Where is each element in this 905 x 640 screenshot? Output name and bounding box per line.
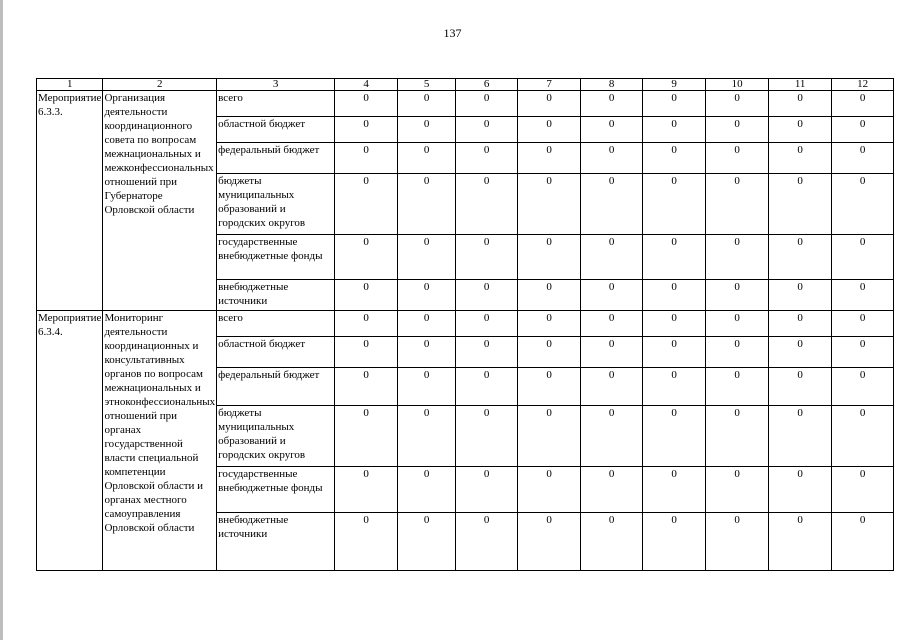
amount-cell: 0 bbox=[398, 91, 456, 117]
amount-cell: 0 bbox=[335, 143, 398, 174]
amount-cell: 0 bbox=[706, 368, 769, 406]
amount-cell: 0 bbox=[398, 117, 456, 143]
funding-source: государственные внебюджетные фонды bbox=[217, 467, 335, 513]
table-row bbox=[37, 311, 894, 337]
amount-cell: 0 bbox=[518, 311, 581, 337]
amount-cell: 0 bbox=[706, 513, 769, 571]
amount-cell: 0 bbox=[398, 311, 456, 337]
amount-cell: 0 bbox=[643, 368, 706, 406]
amount-cell: 0 bbox=[643, 513, 706, 571]
amount-cell: 0 bbox=[769, 311, 832, 337]
amount-cell: 0 bbox=[832, 117, 894, 143]
funding-source: внебюджетные источники bbox=[217, 513, 335, 571]
amount-cell: 0 bbox=[518, 368, 581, 406]
amount-cell: 0 bbox=[335, 368, 398, 406]
amount-cell: 0 bbox=[769, 368, 832, 406]
amount-cell: 0 bbox=[518, 91, 581, 117]
amount-cell: 0 bbox=[581, 280, 643, 311]
amount-cell: 0 bbox=[398, 174, 456, 235]
amount-cell: 0 bbox=[456, 337, 518, 368]
amount-cell: 0 bbox=[581, 143, 643, 174]
amount-cell: 0 bbox=[335, 311, 398, 337]
amount-cell: 0 bbox=[832, 174, 894, 235]
amount-cell: 0 bbox=[456, 91, 518, 117]
measure-title: Организация деятельности координационного совета по вопросам межнациональных и межконфессиональных отношений при Губернаторе Орловской области bbox=[103, 91, 217, 311]
amount-cell: 0 bbox=[643, 337, 706, 368]
amount-cell: 0 bbox=[518, 117, 581, 143]
amount-cell: 0 bbox=[581, 117, 643, 143]
amount-cell: 0 bbox=[832, 337, 894, 368]
amount-cell: 0 bbox=[335, 174, 398, 235]
funding-source: федеральный бюджет bbox=[217, 143, 335, 174]
funding-source: бюджеты муниципальных образований и городских округов bbox=[217, 174, 335, 235]
amount-cell: 0 bbox=[769, 513, 832, 571]
measure-title: Мониторинг деятельности координационных и консультативных органов по вопросам межнациональных и этноконфессиональных отношений при органах государственной власти специальной компетенции Орловской области и органах местного самоуправления Орловской области bbox=[103, 311, 217, 571]
funding-source: областной бюджет bbox=[217, 117, 335, 143]
amount-cell: 0 bbox=[581, 311, 643, 337]
column-header: 5 bbox=[398, 79, 456, 91]
column-header: 3 bbox=[217, 79, 335, 91]
column-header-row bbox=[37, 79, 894, 91]
amount-cell: 0 bbox=[335, 235, 398, 280]
amount-cell: 0 bbox=[706, 280, 769, 311]
amount-cell: 0 bbox=[832, 467, 894, 513]
amount-cell: 0 bbox=[706, 311, 769, 337]
amount-cell: 0 bbox=[456, 467, 518, 513]
amount-cell: 0 bbox=[769, 91, 832, 117]
amount-cell: 0 bbox=[832, 406, 894, 467]
amount-cell: 0 bbox=[518, 235, 581, 280]
amount-cell: 0 bbox=[769, 174, 832, 235]
amount-cell: 0 bbox=[643, 311, 706, 337]
measure-code: Мероприятие 6.3.3. bbox=[37, 91, 103, 311]
amount-cell: 0 bbox=[335, 406, 398, 467]
amount-cell: 0 bbox=[456, 143, 518, 174]
column-header: 8 bbox=[581, 79, 643, 91]
amount-cell: 0 bbox=[581, 368, 643, 406]
column-header: 10 bbox=[706, 79, 769, 91]
column-header: 12 bbox=[832, 79, 894, 91]
amount-cell: 0 bbox=[398, 513, 456, 571]
table-body bbox=[37, 79, 894, 571]
column-header: 6 bbox=[456, 79, 518, 91]
funding-source: внебюджетные источники bbox=[217, 280, 335, 311]
amount-cell: 0 bbox=[335, 91, 398, 117]
amount-cell: 0 bbox=[769, 406, 832, 467]
amount-cell: 0 bbox=[581, 91, 643, 117]
amount-cell: 0 bbox=[456, 280, 518, 311]
amount-cell: 0 bbox=[456, 174, 518, 235]
amount-cell: 0 bbox=[706, 174, 769, 235]
amount-cell: 0 bbox=[769, 337, 832, 368]
funding-source: бюджеты муниципальных образований и городских округов bbox=[217, 406, 335, 467]
funding-source: государственные внебюджетные фонды bbox=[217, 235, 335, 280]
amount-cell: 0 bbox=[518, 467, 581, 513]
amount-cell: 0 bbox=[518, 406, 581, 467]
amount-cell: 0 bbox=[769, 143, 832, 174]
amount-cell: 0 bbox=[518, 280, 581, 311]
column-header: 11 bbox=[769, 79, 832, 91]
amount-cell: 0 bbox=[456, 513, 518, 571]
amount-cell: 0 bbox=[335, 513, 398, 571]
amount-cell: 0 bbox=[643, 467, 706, 513]
page-left-edge bbox=[0, 0, 3, 640]
amount-cell: 0 bbox=[832, 513, 894, 571]
amount-cell: 0 bbox=[456, 406, 518, 467]
amount-cell: 0 bbox=[769, 235, 832, 280]
column-header: 9 bbox=[643, 79, 706, 91]
amount-cell: 0 bbox=[581, 174, 643, 235]
amount-cell: 0 bbox=[518, 174, 581, 235]
amount-cell: 0 bbox=[643, 235, 706, 280]
amount-cell: 0 bbox=[335, 337, 398, 368]
amount-cell: 0 bbox=[398, 280, 456, 311]
amount-cell: 0 bbox=[398, 143, 456, 174]
amount-cell: 0 bbox=[832, 91, 894, 117]
funding-source: всего bbox=[217, 311, 335, 337]
amount-cell: 0 bbox=[706, 406, 769, 467]
table-row bbox=[37, 91, 894, 117]
funding-source: всего bbox=[217, 91, 335, 117]
amount-cell: 0 bbox=[456, 311, 518, 337]
amount-cell: 0 bbox=[643, 174, 706, 235]
amount-cell: 0 bbox=[398, 406, 456, 467]
column-header: 7 bbox=[518, 79, 581, 91]
amount-cell: 0 bbox=[832, 280, 894, 311]
amount-cell: 0 bbox=[643, 143, 706, 174]
amount-cell: 0 bbox=[706, 337, 769, 368]
amount-cell: 0 bbox=[832, 311, 894, 337]
funding-source: областной бюджет bbox=[217, 337, 335, 368]
amount-cell: 0 bbox=[398, 235, 456, 280]
amount-cell: 0 bbox=[581, 235, 643, 280]
amount-cell: 0 bbox=[769, 467, 832, 513]
amount-cell: 0 bbox=[769, 280, 832, 311]
amount-cell: 0 bbox=[581, 467, 643, 513]
amount-cell: 0 bbox=[706, 143, 769, 174]
amount-cell: 0 bbox=[706, 117, 769, 143]
column-header: 2 bbox=[103, 79, 217, 91]
amount-cell: 0 bbox=[643, 117, 706, 143]
amount-cell: 0 bbox=[335, 467, 398, 513]
amount-cell: 0 bbox=[706, 467, 769, 513]
column-header: 4 bbox=[335, 79, 398, 91]
amount-cell: 0 bbox=[769, 117, 832, 143]
amount-cell: 0 bbox=[832, 368, 894, 406]
amount-cell: 0 bbox=[706, 91, 769, 117]
amount-cell: 0 bbox=[706, 235, 769, 280]
amount-cell: 0 bbox=[643, 91, 706, 117]
measure-code: Мероприятие 6.3.4. bbox=[37, 311, 103, 571]
amount-cell: 0 bbox=[456, 117, 518, 143]
funding-source: федеральный бюджет bbox=[217, 368, 335, 406]
amount-cell: 0 bbox=[581, 513, 643, 571]
amount-cell: 0 bbox=[456, 368, 518, 406]
amount-cell: 0 bbox=[581, 337, 643, 368]
amount-cell: 0 bbox=[335, 117, 398, 143]
budget-table bbox=[36, 78, 894, 571]
amount-cell: 0 bbox=[518, 513, 581, 571]
amount-cell: 0 bbox=[643, 280, 706, 311]
amount-cell: 0 bbox=[398, 337, 456, 368]
amount-cell: 0 bbox=[832, 235, 894, 280]
page-number: 137 bbox=[443, 26, 462, 40]
amount-cell: 0 bbox=[335, 280, 398, 311]
amount-cell: 0 bbox=[581, 406, 643, 467]
amount-cell: 0 bbox=[456, 235, 518, 280]
amount-cell: 0 bbox=[398, 368, 456, 406]
amount-cell: 0 bbox=[832, 143, 894, 174]
amount-cell: 0 bbox=[518, 143, 581, 174]
column-header: 1 bbox=[37, 79, 103, 91]
amount-cell: 0 bbox=[398, 467, 456, 513]
amount-cell: 0 bbox=[518, 337, 581, 368]
amount-cell: 0 bbox=[643, 406, 706, 467]
